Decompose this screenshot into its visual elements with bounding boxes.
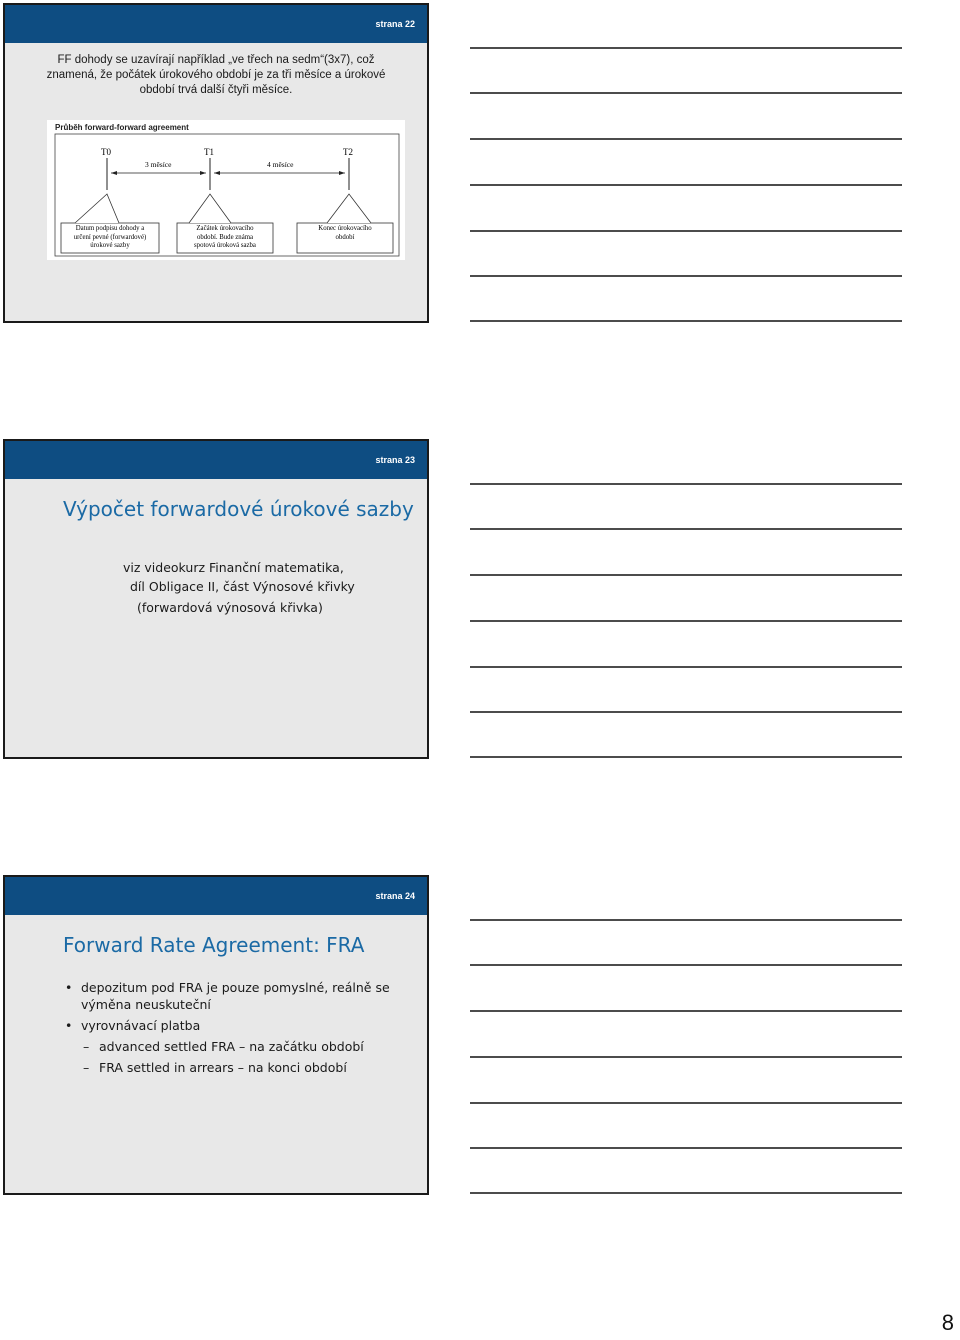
- figure-caption: Průběh forward-forward agreement: [55, 123, 189, 132]
- span-label-1: 3 měsíce: [145, 160, 172, 169]
- slide-23: [3, 439, 429, 759]
- span-label-2: 4 měsíce: [267, 160, 294, 169]
- list-item: – advanced settled FRA – na začátku období: [65, 1038, 395, 1055]
- slide-number: strana 24: [375, 891, 415, 901]
- intro-line: znamená, že počátek úrokového období je za tři měsíce a úrokové: [46, 69, 386, 81]
- label-t1: T1: [204, 147, 214, 157]
- slide-intro: [5, 53, 427, 98]
- notes-lines-22: [470, 40, 902, 340]
- body-line: (forwardová výnosová křivka): [137, 600, 323, 615]
- slide-body: [123, 559, 355, 616]
- callout-text-2: Začátek úrokovacího období. Bude známa spotová úroková sazba: [194, 225, 256, 249]
- slide-title: Výpočet forwardové úrokové sazby: [63, 497, 414, 521]
- slide-header-band: [5, 877, 427, 915]
- body-line: díl Obligace II, část Výnosové křivky: [130, 579, 355, 594]
- slide-header-band: [5, 441, 427, 479]
- list-item: • depozitum pod FRA je pouze pomyslné, reálně se výměna neuskuteční: [65, 979, 395, 1013]
- slide-number: strana 23: [375, 455, 415, 465]
- slide-header-band: [5, 5, 427, 43]
- timeline-figure: [47, 120, 405, 260]
- intro-line: FF dohody se uzavírají například „ve třech na sedm“(3x7), což: [57, 54, 375, 66]
- slide-number: strana 22: [375, 19, 415, 29]
- body-line: viz videokurz Finanční matematika,: [123, 560, 344, 575]
- slide-22: [3, 3, 429, 323]
- page-number: 8: [941, 1310, 954, 1335]
- callout-text-1: Datum podpisu dohody a určení pevné (forwardové) úrokové sazby: [73, 225, 147, 249]
- list-item: – FRA settled in arrears – na konci období: [65, 1059, 395, 1076]
- slide-24: [3, 875, 429, 1195]
- list-item: • vyrovnávací platba: [65, 1017, 395, 1034]
- label-t0: T0: [101, 147, 111, 157]
- notes-lines-24: [470, 912, 902, 1212]
- label-t2: T2: [343, 147, 353, 157]
- callout-text-3: Konec úrokovacího období: [318, 225, 372, 241]
- slide-title: Forward Rate Agreement: FRA: [63, 933, 365, 957]
- intro-line: období trvá další čtyři měsíce.: [139, 84, 293, 96]
- notes-lines-23: [470, 476, 902, 776]
- bullet-list: [65, 979, 395, 1076]
